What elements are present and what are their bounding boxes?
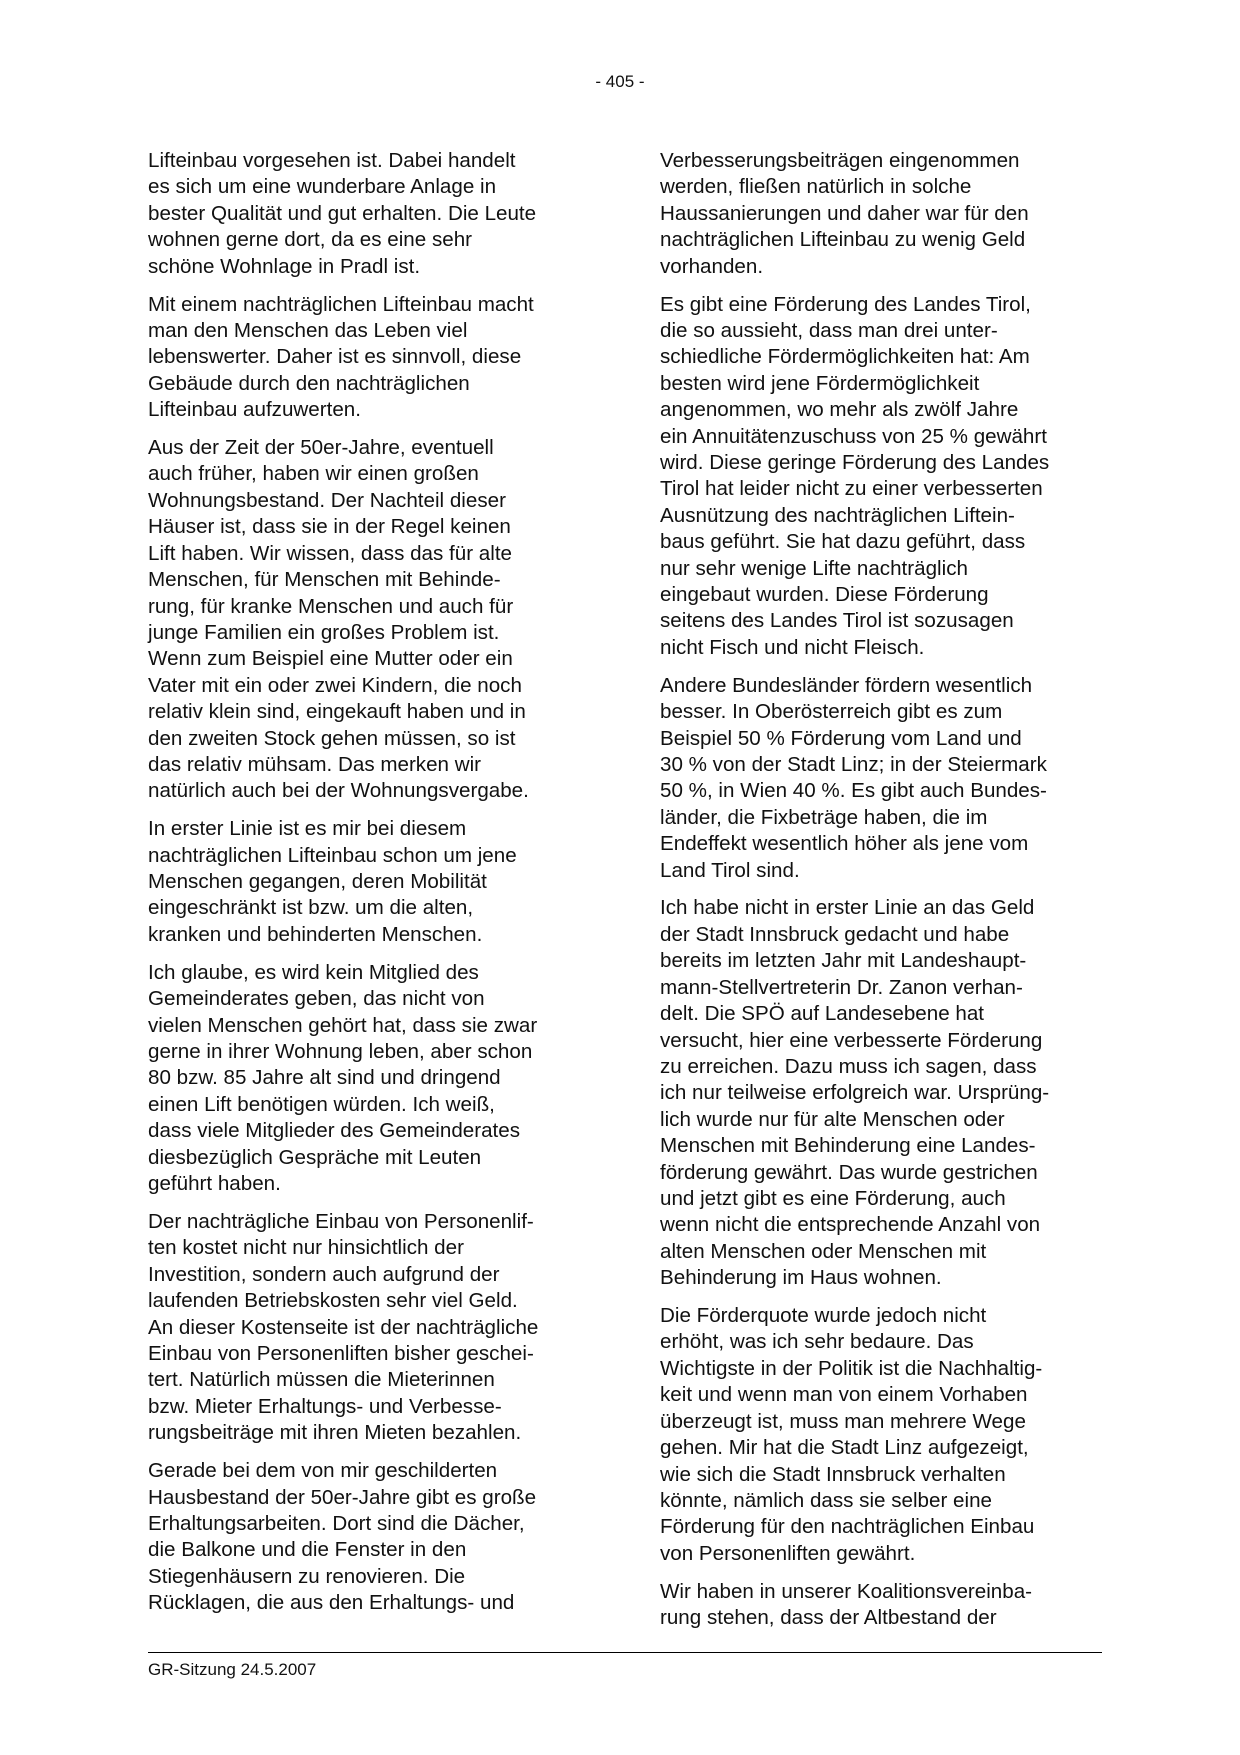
paragraph <box>148 435 586 805</box>
text-line: Haussanierungen und daher war für den <box>660 201 1029 225</box>
paragraph <box>148 292 586 424</box>
text-line: kranken und behinderten Menschen. <box>148 922 483 946</box>
text-line: mann-Stellvertreterin Dr. Zanon verhan- <box>660 975 1023 999</box>
text-line: werden, fließen natürlich in solche <box>660 175 972 199</box>
paragraph <box>148 148 586 280</box>
text-line: dass viele Mitglieder des Gemeinderates <box>148 1119 521 1143</box>
paragraph <box>148 1458 586 1616</box>
paragraph <box>148 816 586 948</box>
text-line: Beispiel 50 % Förderung vom Land und <box>660 726 1022 750</box>
text-line: natürlich auch bei der Wohnungsvergabe. <box>148 779 529 803</box>
text-line: Land Tirol sind. <box>660 858 800 882</box>
text-line: Endeffekt wesentlich höher als jene vom <box>660 832 1029 856</box>
text-line: Menschen, für Menschen mit Behinde- <box>148 568 501 592</box>
footer-session-date: GR-Sitzung 24.5.2007 <box>148 1660 317 1679</box>
text-line: der Stadt Innsbruck gedacht und habe <box>660 922 1010 946</box>
paragraph <box>660 1579 1108 1632</box>
text-line: lebenswerter. Daher ist es sinnvoll, diese <box>148 345 522 369</box>
text-line: bzw. Mieter Erhaltungs- und Verbesse- <box>148 1394 502 1418</box>
text-line: tert. Natürlich müssen die Mieterinnen <box>148 1368 495 1392</box>
text-line: rungsbeiträge mit ihren Mieten bezahlen. <box>148 1421 522 1445</box>
text-line: Vater mit ein oder zwei Kindern, die noch <box>148 673 522 697</box>
right-column <box>660 148 1108 1643</box>
text-line: rung, für kranke Menschen und auch für <box>148 594 514 618</box>
text-line: Wir haben in unserer Koalitionsvereinba- <box>660 1579 1033 1603</box>
text-line: den zweiten Stock gehen müssen, so ist <box>148 726 516 750</box>
text-line: Wichtigste in der Politik ist die Nachhaltig- <box>660 1356 1043 1380</box>
text-line: Tirol hat leider nicht zu einer verbesserten <box>660 477 1043 501</box>
text-line: In erster Linie ist es mir bei diesem <box>148 817 467 841</box>
text-line: Gerade bei dem von mir geschilderten <box>148 1459 498 1483</box>
text-line: zu erreichen. Dazu muss ich sagen, dass <box>660 1054 1037 1078</box>
text-line: von Personenliften gewährt. <box>660 1541 916 1565</box>
text-line: die Balkone und die Fenster in den <box>148 1538 467 1562</box>
paragraph <box>660 292 1108 662</box>
text-line: 50 %, in Wien 40 %. Es gibt auch Bundes- <box>660 779 1047 803</box>
text-line: Wohnungsbestand. Der Nachteil dieser <box>148 488 506 512</box>
paragraph <box>660 148 1108 280</box>
paragraph <box>148 960 586 1198</box>
text-line: vorhanden. <box>660 254 764 278</box>
text-line: Wenn zum Beispiel eine Mutter oder ein <box>148 647 513 671</box>
text-line: Behinderung im Haus wohnen. <box>660 1266 942 1290</box>
text-line: erhöht, was ich sehr bedaure. Das <box>660 1330 974 1354</box>
text-line: nicht Fisch und nicht Fleisch. <box>660 635 925 659</box>
text-line: besser. In Oberösterreich gibt es zum <box>660 700 1003 724</box>
text-line: könnte, nämlich dass sie selber eine <box>660 1488 992 1512</box>
text-line: alten Menschen oder Menschen mit <box>660 1239 987 1263</box>
text-line: 80 bzw. 85 Jahre alt sind und dringend <box>148 1066 501 1090</box>
text-line: geführt haben. <box>148 1172 281 1196</box>
text-line: ich nur teilweise erfolgreich war. Ursprüng- <box>660 1081 1050 1105</box>
text-line: wird. Diese geringe Förderung des Landes <box>660 450 1050 474</box>
text-line: Mit einem nachträglichen Lifteinbau macht <box>148 292 534 316</box>
text-line: Förderung für den nachträglichen Einbau <box>660 1515 1035 1539</box>
text-line: wie sich die Stadt Innsbruck verhalten <box>660 1462 1006 1486</box>
text-line: Ich glaube, es wird kein Mitglied des <box>148 960 479 984</box>
text-line: man den Menschen das Leben viel <box>148 318 468 342</box>
text-line: länder, die Fixbeträge haben, die im <box>660 805 988 829</box>
text-line: die so aussieht, dass man drei unter- <box>660 318 998 342</box>
paragraph <box>660 1303 1108 1567</box>
text-line: Der nachträgliche Einbau von Personenlif- <box>148 1209 534 1233</box>
text-line: Menschen mit Behinderung eine Landes- <box>660 1134 1036 1158</box>
text-line: Verbesserungsbeiträgen eingenommen <box>660 149 1020 172</box>
text-line: eingeschränkt ist bzw. um die alten, <box>148 896 474 920</box>
text-line: wohnen gerne dort, da es eine sehr <box>148 228 472 252</box>
text-line: vielen Menschen gehört hat, dass sie zwar <box>148 1013 538 1037</box>
left-column <box>148 148 586 1628</box>
text-line: Erhaltungsarbeiten. Dort sind die Dächer, <box>148 1511 525 1535</box>
text-line: bereits im letzten Jahr mit Landeshaupt- <box>660 949 1027 973</box>
page-number: - 405 - <box>595 72 645 91</box>
text-line: nachträglichen Lifteinbau schon um jene <box>148 843 517 867</box>
text-line: Ausnützung des nachträglichen Liftein- <box>660 503 1015 527</box>
text-line: Aus der Zeit der 50er-Jahre, eventuell <box>148 436 494 460</box>
text-line: ten kostet nicht nur hinsichtlich der <box>148 1236 464 1260</box>
text-line: Rücklagen, die aus den Erhaltungs- und <box>148 1591 515 1615</box>
text-line: eingebaut wurden. Diese Förderung <box>660 583 989 606</box>
text-line: Häuser ist, dass sie in der Regel keinen <box>148 515 511 539</box>
text-line: relativ klein sind, eingekauft haben und in <box>148 700 526 724</box>
text-line: Andere Bundesländer fördern wesentlich <box>660 673 1033 697</box>
text-line: nur sehr wenige Lifte nachträglich <box>660 556 968 580</box>
text-line: baus geführt. Sie hat dazu geführt, dass <box>660 530 1026 554</box>
text-line: gehen. Mir hat die Stadt Linz aufgezeigt, <box>660 1436 1029 1460</box>
text-line: Die Förderquote wurde jedoch nicht <box>660 1304 987 1328</box>
text-line: Lifteinbau aufzuwerten. <box>148 398 361 422</box>
text-line: Es gibt eine Förderung des Landes Tirol, <box>660 292 1031 316</box>
text-line: schöne Wohnlage in Pradl ist. <box>148 254 421 278</box>
text-line: Hausbestand der 50er-Jahre gibt es große <box>148 1485 537 1509</box>
text-line: überzeugt ist, muss man mehrere Wege <box>660 1409 1026 1433</box>
text-line: seitens des Landes Tirol ist sozusagen <box>660 609 1014 633</box>
paragraph <box>660 673 1108 884</box>
text-line: Ich habe nicht in erster Linie an das Geld <box>660 896 1035 920</box>
text-line: delt. Die SPÖ auf Landesebene hat <box>660 1002 985 1026</box>
text-line: besten wird jene Fördermöglichkeit <box>660 371 980 395</box>
text-line: bester Qualität und gut erhalten. Die Leute <box>148 201 537 225</box>
text-line: gerne in ihrer Wohnung leben, aber schon <box>148 1040 533 1063</box>
text-line: Menschen gegangen, deren Mobilität <box>148 870 487 894</box>
text-line: 30 % von der Stadt Linz; in der Steiermark <box>660 752 1047 776</box>
paragraph <box>660 895 1108 1291</box>
text-line: schiedliche Fördermöglichkeiten hat: Am <box>660 345 1030 369</box>
text-line: angenommen, wo mehr als zwölf Jahre <box>660 398 1019 422</box>
paragraph <box>148 1209 586 1447</box>
text-line: einen Lift benötigen würden. Ich weiß, <box>148 1092 495 1116</box>
text-line: Stiegenhäusern zu renovieren. Die <box>148 1564 466 1588</box>
text-line: wenn nicht die entsprechende Anzahl von <box>660 1213 1041 1237</box>
text-line: junge Familien ein großes Problem ist. <box>148 620 500 644</box>
text-line: rung stehen, dass der Altbestand der <box>660 1606 997 1630</box>
text-line: Gemeinderates geben, das nicht von <box>148 987 485 1011</box>
text-line: versucht, hier eine verbesserte Förderung <box>660 1028 1043 1052</box>
text-line: es sich um eine wunderbare Anlage in <box>148 175 497 199</box>
text-line: An dieser Kostenseite ist der nachträgliche <box>148 1315 539 1339</box>
text-line: das relativ mühsam. Das merken wir <box>148 752 482 776</box>
text-line: förderung gewährt. Das wurde gestrichen <box>660 1160 1038 1184</box>
text-line: nachträglichen Lifteinbau zu wenig Geld <box>660 228 1026 252</box>
text-line: Gebäude durch den nachträglichen <box>148 371 470 395</box>
text-line: Investition, sondern auch aufgrund der <box>148 1262 500 1286</box>
footer-divider <box>148 1652 1102 1653</box>
text-line: laufenden Betriebskosten sehr viel Geld. <box>148 1289 518 1313</box>
text-line: Einbau von Personenliften bisher geschei- <box>148 1341 534 1365</box>
text-line: ein Annuitätenzuschuss von 25 % gewährt <box>660 424 1047 448</box>
text-line: Lifteinbau vorgesehen ist. Dabei handelt <box>148 149 516 172</box>
text-line: lich wurde nur für alte Menschen oder <box>660 1107 1005 1131</box>
text-line: und jetzt gibt es eine Förderung, auch <box>660 1186 1006 1210</box>
text-line: auch früher, haben wir einen großen <box>148 462 479 486</box>
text-line: diesbezüglich Gespräche mit Leuten <box>148 1145 482 1169</box>
text-line: Lift haben. Wir wissen, dass das für alte <box>148 541 512 565</box>
text-line: keit und wenn man von einem Vorhaben <box>660 1383 1028 1407</box>
